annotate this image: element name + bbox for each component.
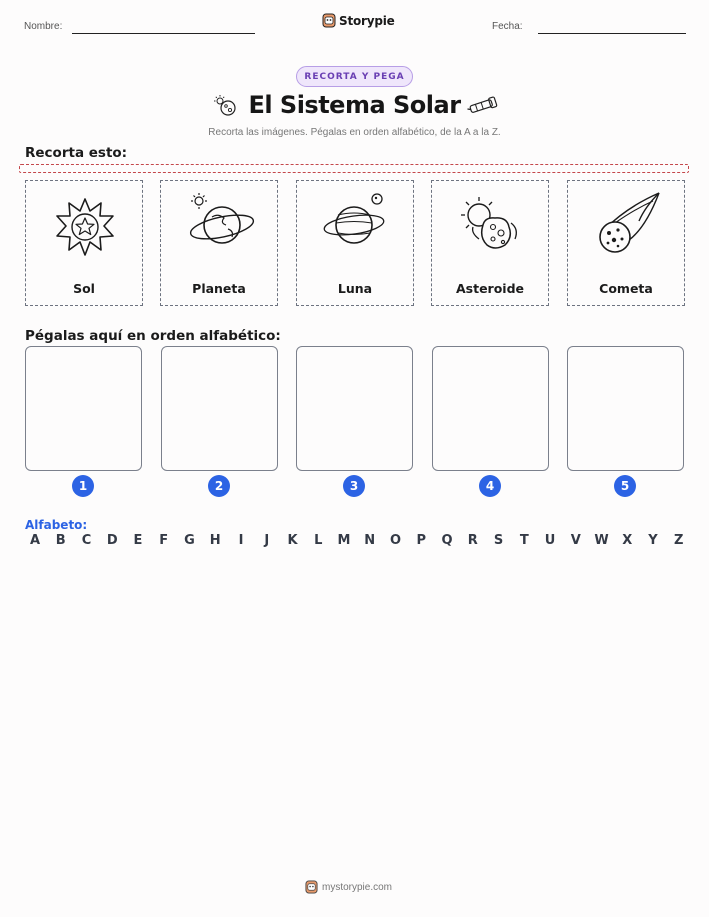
paste-heading: Pégalas aquí en orden alfabético:	[25, 328, 281, 344]
paste-box-3[interactable]	[296, 346, 413, 471]
comet-icon	[587, 187, 667, 267]
alphabet-label: Alfabeto:	[25, 518, 88, 532]
letter: W	[594, 533, 609, 548]
letter: T	[519, 533, 529, 548]
letter: H	[209, 533, 221, 548]
cut-card-sol[interactable]	[25, 180, 143, 306]
footer-url[interactable]: mystorypie.com	[322, 881, 393, 893]
letter: K	[287, 533, 298, 548]
cut-card-asteroide[interactable]	[431, 180, 549, 306]
name-line	[72, 33, 255, 34]
planet-icon	[180, 187, 260, 267]
storypie-mascot-icon	[322, 13, 336, 28]
date-line	[538, 33, 686, 34]
card-label: Asteroide	[455, 281, 525, 296]
letter: B	[55, 533, 66, 548]
number-badge-3: 3	[343, 475, 365, 497]
brand-logo	[322, 13, 395, 28]
telescope-icon	[466, 94, 500, 116]
cut-card-luna[interactable]	[296, 180, 414, 306]
paste-box-4[interactable]	[432, 346, 549, 471]
letter: A	[29, 533, 41, 548]
letter: O	[389, 533, 402, 548]
number-badge-5: 5	[614, 475, 636, 497]
footer	[305, 880, 392, 894]
letter: G	[184, 533, 195, 548]
number-badge-1: 1	[72, 475, 94, 497]
letter: F	[159, 533, 169, 548]
letter: R	[467, 533, 478, 548]
letter: Q	[441, 533, 453, 548]
letter: E	[133, 533, 143, 548]
activity-badge: RECORTA Y PEGA	[296, 66, 413, 87]
letter: I	[238, 533, 244, 548]
cut-card-planeta[interactable]	[160, 180, 278, 306]
card-label: Planeta	[192, 281, 246, 296]
letter: D	[106, 533, 118, 548]
card-label: Sol	[73, 281, 95, 296]
asteroid-icon	[451, 187, 531, 267]
letter: P	[416, 533, 427, 548]
paste-box-5[interactable]	[567, 346, 684, 471]
letter: N	[364, 533, 376, 548]
brand-name: Storypie	[339, 13, 395, 28]
cut-line	[19, 164, 689, 173]
paste-box-1[interactable]	[25, 346, 142, 471]
cut-heading: Recorta esto:	[25, 145, 128, 161]
letter: J	[264, 533, 270, 548]
storypie-mascot-icon	[305, 880, 318, 894]
letter: Y	[648, 533, 658, 548]
letter: V	[570, 533, 581, 548]
number-badge-4: 4	[479, 475, 501, 497]
instructions: Recorta las imágenes. Pégalas en orden alfabético, de la A a la Z.	[208, 127, 501, 138]
page-title: El Sistema Solar	[248, 91, 461, 119]
card-label: Luna	[337, 281, 373, 296]
sun-icon	[45, 187, 125, 267]
moon-icon	[316, 187, 396, 267]
letter: C	[81, 533, 92, 548]
alphabet-row	[27, 533, 687, 548]
letter: S	[493, 533, 504, 548]
cut-card-cometa[interactable]	[567, 180, 685, 306]
paste-box-2[interactable]	[161, 346, 278, 471]
letter: M	[337, 533, 351, 548]
date-label: Fecha:	[492, 21, 523, 32]
name-label: Nombre:	[24, 21, 63, 32]
letter: L	[314, 533, 323, 548]
letter: X	[622, 533, 633, 548]
letter: Z	[674, 533, 684, 548]
letter: U	[544, 533, 556, 548]
card-label: Cometa	[599, 281, 653, 296]
number-badge-2: 2	[208, 475, 230, 497]
